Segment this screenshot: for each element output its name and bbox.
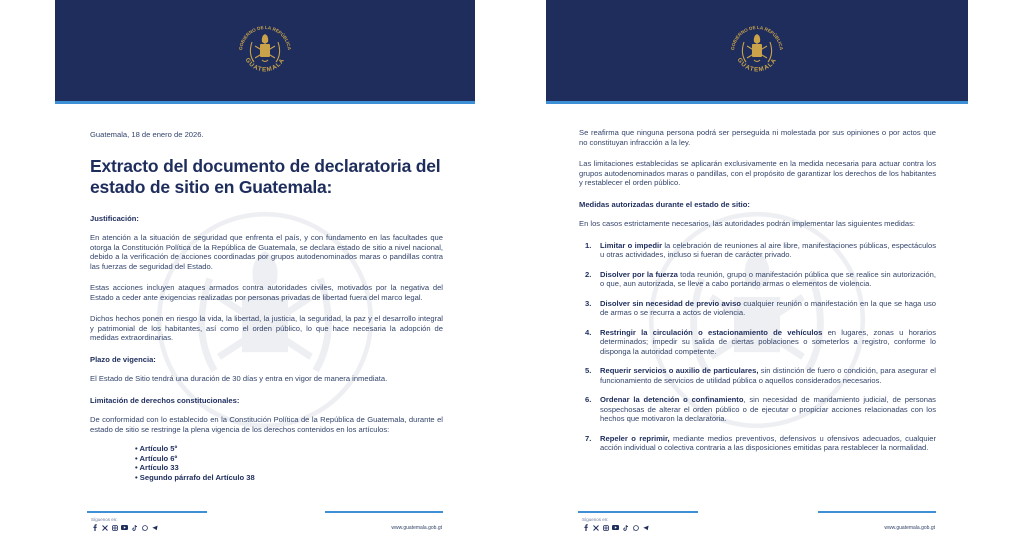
measure-number: 6. bbox=[585, 395, 592, 404]
facebook-icon[interactable] bbox=[91, 524, 98, 531]
measure-text: en lugares, zonas u horarios determinados; impedir su salida de ciertas poblaciones o someterlos a registro, conforme lo disponga la autoridad competente. bbox=[600, 327, 936, 356]
measure-text: sin distinción de fuero o condición, para asegurar el funcionamiento de servicios de utilidad pública o aquellos considerados necesarios. bbox=[600, 366, 936, 385]
measure-item bbox=[579, 434, 936, 453]
header-banner bbox=[55, 0, 475, 104]
measure-lead: Requerir servicios o auxilio de particulares, bbox=[600, 366, 759, 375]
justification-heading: Justificación: bbox=[90, 213, 139, 223]
document-title: Extracto del documento de declaratoria del estado de sitio en Guatemala: bbox=[90, 155, 441, 197]
website-url[interactable]: www.guatemala.gob.gt bbox=[391, 525, 442, 531]
youtube-icon[interactable] bbox=[121, 524, 128, 531]
measure-item bbox=[579, 395, 936, 424]
measure-number: 1. bbox=[585, 240, 592, 250]
validity-heading: Plazo de vigencia: bbox=[90, 354, 156, 364]
measure-lead: Ordenar la detención o confinamiento bbox=[600, 395, 744, 404]
telegram-icon[interactable] bbox=[642, 524, 649, 531]
telegram-icon[interactable] bbox=[151, 524, 158, 531]
measure-number: 3. bbox=[585, 298, 592, 308]
measure-number: 5. bbox=[585, 366, 592, 375]
svg-text:GUATEMALA: GUATEMALA bbox=[735, 56, 779, 74]
paragraph: Las limitaciones establecidas se aplicarán exclusivamente en la medida necesaria para actuar contra los grupos autodenominados maras o pandillas, con el propósito de garantizar los derechos de los habitantes y restablecer el orden público. bbox=[579, 159, 936, 187]
limitation-heading: Limitación de derechos constitucionales: bbox=[90, 395, 240, 405]
header-banner bbox=[546, 0, 968, 104]
youtube-icon[interactable] bbox=[612, 524, 619, 531]
x-icon[interactable] bbox=[101, 524, 108, 531]
measure-lead: Repeler o reprimir, bbox=[600, 433, 670, 443]
document-date: Guatemala, 18 de enero de 2026. bbox=[90, 130, 204, 139]
footer-divider bbox=[578, 511, 698, 513]
article-item: • Artículo 33 bbox=[135, 463, 443, 473]
follow-label: Síguenos en: bbox=[582, 517, 609, 522]
article-item: • Artículo 5º bbox=[135, 444, 443, 454]
x-icon[interactable] bbox=[592, 524, 599, 531]
guatemala-seal-logo bbox=[726, 16, 788, 88]
measure-item bbox=[579, 241, 936, 260]
measure-text: toda reunión, grupo o manifestación pública que se realice sin autorización, o que, aun autorizada, se lleve a cabo portando armas o elementos de violencia. bbox=[600, 269, 936, 288]
article-item: • Segundo párrafo del Artículo 38 bbox=[135, 473, 443, 483]
follow-label: Síguenos en: bbox=[91, 517, 118, 522]
measure-lead: Disolver sin necesidad de previo aviso bbox=[600, 298, 741, 308]
tiktok-icon[interactable] bbox=[622, 524, 629, 531]
measure-item bbox=[579, 366, 936, 385]
footer-divider bbox=[87, 511, 207, 513]
svg-text:GOBIERNO DE LA REPÚBLICA: GOBIERNO DE LA REPÚBLICA bbox=[730, 24, 784, 51]
measure-text: la celebración de reuniones al aire libre, manifestaciones públicas, espectáculos u otras actividades, incluso si fueran de carácter privado. bbox=[600, 240, 936, 259]
footer-divider bbox=[818, 511, 936, 513]
paragraph: En los casos estrictamente necesarios, las autoridades podrán implementar las siguientes medidas: bbox=[579, 219, 915, 228]
articles-list bbox=[90, 444, 443, 482]
measures-list bbox=[579, 241, 936, 453]
whatsapp-icon[interactable] bbox=[632, 524, 639, 531]
paragraph: En atención a la situación de seguridad que enfrenta el país, y con fundamento en las facultades que otorga la Constitución Política de la República de Guatemala, se declara estado de sitio a nivel nacional, debido a la verificación de acciones coordinadas por grupos autodenominados maras o pandillas contra las fuerzas de seguridad del Estado. bbox=[90, 233, 443, 271]
measure-text: , sin necesidad de mandamiento judicial, de personas sospechosas de alterar el orden público o de ejecutar o propiciar acciones relacionadas con los hechos que motivaron la declaratoria. bbox=[600, 395, 936, 423]
paragraph: Se reafirma que ninguna persona podrá ser perseguida ni molestada por sus opiniones o por actos que no constituyan infracción a la ley. bbox=[579, 128, 936, 147]
svg-text:GOBIERNO DE LA REPÚBLICA: GOBIERNO DE LA REPÚBLICA bbox=[238, 24, 292, 51]
whatsapp-icon[interactable] bbox=[141, 524, 148, 531]
paragraph: El Estado de Sitio tendrá una duración de 30 días y entra en vigor de manera inmediata. bbox=[90, 374, 388, 383]
measure-lead: Disolver por la fuerza bbox=[600, 269, 678, 279]
document-body bbox=[90, 130, 443, 482]
measure-number: 2. bbox=[585, 269, 592, 279]
document-body bbox=[579, 128, 936, 463]
paragraph: Dichos hechos ponen en riesgo la vida, la libertad, la justicia, la seguridad, la paz y el desarrollo integral y patrimonial de los habitantes, así como el orden público, lo que hace necesaria la adopción de medidas extraordinarias. bbox=[90, 314, 443, 342]
footer-divider bbox=[325, 511, 443, 513]
page-footer bbox=[55, 511, 475, 547]
document-page-1 bbox=[55, 0, 475, 547]
measure-item bbox=[579, 328, 936, 357]
social-links bbox=[91, 524, 158, 531]
svg-text:GUATEMALA: GUATEMALA bbox=[243, 56, 287, 74]
measure-text: cualquier reunión o manifestación en la que se haga uso de armas o se recurra a actos de violencia. bbox=[600, 298, 936, 317]
measure-item bbox=[579, 299, 936, 318]
tiktok-icon[interactable] bbox=[131, 524, 138, 531]
paragraph: Estas acciones incluyen ataques armados contra autoridades civiles, motivados por la negativa del Estado a ceder ante exigencias realizadas por personas privadas de libertad fuera del marco legal. bbox=[90, 283, 443, 302]
instagram-icon[interactable] bbox=[602, 524, 609, 531]
measure-number: 7. bbox=[585, 433, 592, 443]
measure-number: 4. bbox=[585, 327, 592, 337]
facebook-icon[interactable] bbox=[582, 524, 589, 531]
guatemala-seal-logo bbox=[234, 16, 296, 88]
article-item: • Artículo 6º bbox=[135, 454, 443, 464]
page-footer bbox=[546, 511, 968, 547]
paragraph: De conformidad con lo establecido en la Constitución Política de la República de Guatemala, durante el estado de sitio se restringe la plena vigencia de los derechos contenidos en los artículos: bbox=[90, 415, 443, 434]
measure-lead: Limitar o impedir bbox=[600, 240, 663, 250]
instagram-icon[interactable] bbox=[111, 524, 118, 531]
document-page-2 bbox=[546, 0, 968, 547]
measure-item bbox=[579, 270, 936, 289]
website-url[interactable]: www.guatemala.gob.gt bbox=[884, 525, 935, 531]
measure-text: mediante medios preventivos, defensivos u ofensivos adecuados, cualquier acción individual o colectiva contraria a las disposiciones emitidas para restablecer la normalidad. bbox=[600, 433, 936, 452]
measures-heading: Medidas autorizadas durante el estado de sitio: bbox=[579, 199, 750, 209]
measure-lead: Restringir la circulación o estacionamiento de vehículos bbox=[600, 327, 823, 337]
social-links bbox=[582, 524, 649, 531]
